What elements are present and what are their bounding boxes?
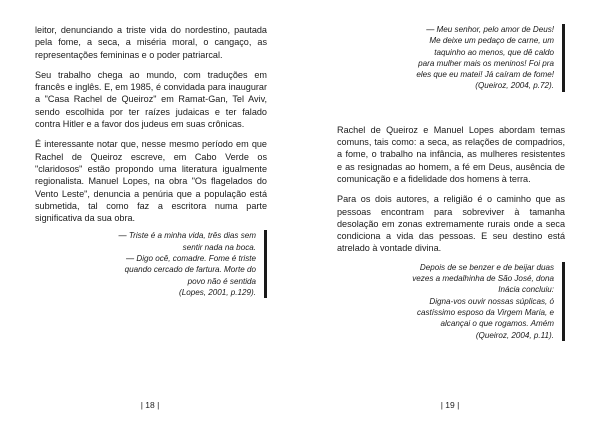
quote-line: castíssimo esposo da Virgem Maria, e	[416, 307, 554, 317]
right-paragraph-2: Para os dois autores, a religião é o caminho que as pessoas encontram para sobreviver à tamanha desolação em zonas extremamente rurais onde a seca condiciona a vida das pessoas. E seu destino está atrelado à vontade divina.	[337, 194, 565, 254]
quote-citation: (Queiroz, 2004, p.72).	[475, 81, 554, 91]
quote-line: povo não é sentida	[187, 276, 256, 286]
quote-line: Me deixe um pedaço de carne, um	[429, 36, 554, 46]
right-page-text-column	[337, 24, 565, 341]
quote-line: quando cercado de fartura. Morte do	[124, 265, 256, 275]
quote-line: vezes a medalhinha de São José, dona	[412, 274, 554, 284]
right-page	[300, 0, 600, 422]
quote-line: Digna-vos ouvir nossas súplicas, ó	[429, 296, 554, 306]
quote-line: — Digo ocê, comadre. Fome é triste	[126, 254, 256, 264]
left-paragraph-1: leitor, denunciando a triste vida do nordestino, pautada pela fome, a seca, a miséria moral, o cangaço, as representações femininas e o poder patriarcal.	[35, 25, 267, 60]
quote-citation: (Queiroz, 2004, p.11).	[475, 330, 554, 340]
quote-line: alcançai o que rogamos. Amém	[440, 319, 554, 329]
quote-line: taquinho ao menos, que dê caldo	[434, 47, 554, 57]
quote-line: sentir nada na boca.	[182, 242, 256, 252]
right-top-block-quote	[397, 24, 565, 92]
quote-citation: (Lopes, 2001, p.129).	[179, 287, 256, 297]
left-block-quote	[87, 230, 267, 298]
left-paragraph-3: É interessante notar que, nesse mesmo período em que Rachel de Queiroz escreve, em Cabo Verde os "claridosos" estão propondo uma literatura igualmente regionalista. Manuel Lopes, na obra "Os flagelados do Vento Leste", denuncia a penúria que a população está submetida, tal como faz a escritora numa parte significativa da sua obra.	[35, 139, 267, 224]
left-page-text-column	[35, 24, 267, 298]
left-page-number: | 18 |	[140, 400, 160, 410]
quote-line: Depois de se benzer e de beijar duas	[419, 262, 554, 272]
quote-line: para mulher mais os meninos! Foi pra	[418, 58, 554, 68]
right-page-number: | 19 |	[440, 400, 460, 410]
quote-line: eles que eu matei! Já caíram de fome!	[416, 70, 554, 80]
quote-line: — Meu senhor, pelo amor de Deus!	[426, 25, 554, 34]
quote-line: Inácia concluiu:	[498, 285, 554, 295]
quote-line: — Triste é a minha vida, três dias sem	[118, 231, 256, 241]
left-paragraph-2: Seu trabalho chega ao mundo, com traduções em francês e inglês. E, em 1985, é convidada para inaugurar a "Casa Rachel de Queiroz" em Ramat-Gan, Tel Aviv, sendo escolhida por ter raízes judaicas e ter falado contra Hitler e a favor dos judeus em suas crônicas.	[35, 69, 267, 130]
right-bottom-block-quote	[403, 262, 565, 341]
right-paragraph-1: Rachel de Queiroz e Manuel Lopes abordam temas comuns, tais como: a seca, as relações de compadrios, a fome, o trabalho na infância, as mulheres resistentes e as resignadas ao homem, a fé em Deus, ausência de comunicação e a fidelidade dos homens à terra.	[337, 124, 565, 184]
